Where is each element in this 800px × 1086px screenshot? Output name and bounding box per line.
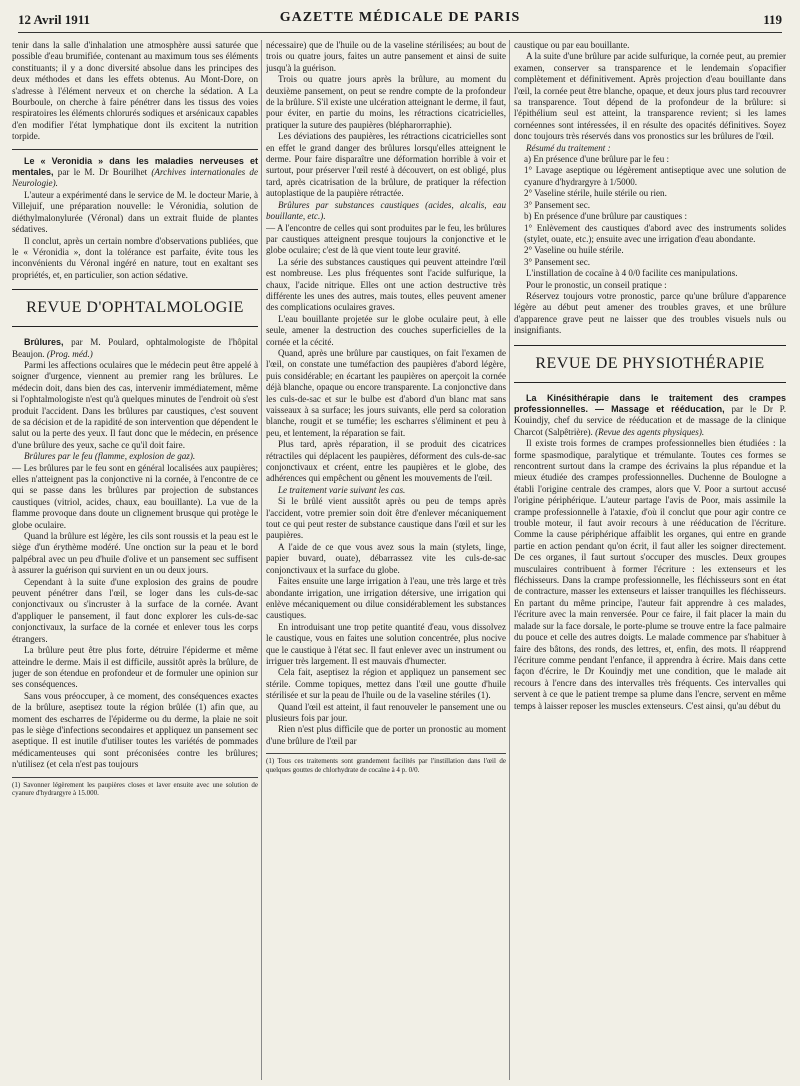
list-item: a) En présence d'une brûlure par le feu : <box>524 154 670 165</box>
paragraph: nécessaire) que de l'huile ou de la vaseline stérilisées; au bout de trois ou quatre jours, faites un autre pansement et ainsi de suite jusqu'à la guérison. <box>266 40 506 73</box>
article-author: par M. Poulard, ophtalmologiste de l'hôpital Beaujon. <box>12 337 258 359</box>
paragraph: Parmi les affections oculaires que le médecin peut être appelé à soigner d'urgence, viennent au premier rang les brûlures. Le médecin doit, dans bien des cas, intervenir immédiatement, même si l'ophtalmologiste n'est qu'à quelques minutes de l'endroit où s'est produit l'accident. Dans les brûlures par caustiques, c'est souvent de sa décision et de la rapidité de son intervention que dépendent le salut ou la perte des yeux. Il faut donc que le médecin, en présence d'une brûlure des yeux, sache ce qu'il doit faire. <box>12 359 258 450</box>
article-source: (Prog. méd.) <box>46 348 93 359</box>
article-title: La Kinésithérapie dans le traitement des crampes professionnelles. — Massage et rééducation, <box>514 392 786 414</box>
article-source: (Archives internationales de Neurologie). <box>12 167 258 189</box>
article-heading <box>12 156 258 190</box>
issue-date: 12 Avril 1911 <box>18 12 90 27</box>
subheading: Brûlures par substances caustiques (acides, alcalis, eau bouillante, etc.). <box>266 199 506 222</box>
footnote: (1) Savonner légèrement les paupières closes et laver ensuite avec une solution de cyanure d'hydrargyre à 15.000. <box>12 777 258 798</box>
column-divider <box>509 40 510 1080</box>
footnote: (1) Tous ces traitements sont grandement facilités par l'instillation dans l'œil de quelques gouttes de chlorhydrate de cocaïne à 4 p. 0/0. <box>266 753 506 774</box>
paragraph: tenir dans la salle d'inhalation une atmosphère aussi saturée que possible d'eau brumifiée, contenant au maximum tous ses éléments constituants; il y a donc diversité absolue dans les principes des deux méthodes et dans les effets obtenus. Au Mont-Dore, on s'adresse à l'élément nerveux et on cherche la sédation. A La Bourboule, on cherche à faire pénétrer dans les tissus des voies respiratoires les éléments chlorurés sodiques et arsénicaux capables d'en modifier l'état lymphatique dont ils excitent la nutrition torpide. <box>12 40 258 142</box>
section-title: REVUE DE PHYSIOTHÉRAPIE <box>514 345 786 383</box>
subheading: Le traitement varie suivant les cas. <box>278 484 406 495</box>
paragraph: Plus tard, après réparation, il se produit des cicatrices rétractiles qui déplacent les paupières, déforment des culs-de-sac conjonctivaux et créent, entre les paupières et le globe, des adhérences qui empêchent ou gênent les mouvements de l'œil. <box>266 439 506 484</box>
column-left <box>12 40 258 1080</box>
list-item: 1° Lavage aseptique ou légèrement antiseptique avec une solution de cyanure d'hydrargyre à 1/5000. <box>524 165 786 187</box>
treatment-summary-list <box>514 154 786 268</box>
paragraph: L'instillation de cocaïne à 4 0/0 facilite ces manipulations. <box>526 268 738 279</box>
paragraph: Pour le pronostic, un conseil pratique : <box>526 279 667 290</box>
article-heading <box>514 393 786 439</box>
paragraph: Quand, après une brûlure par caustiques, on fait l'examen de l'œil, on constate une tuméfaction des paupières d'abord légère, puis considérable; en écartant les paupières on aperçoit la cornée déjà blanche, opaque ou encore transparente. La conjonctive dans les culs-de-sac et sur le bulbe est d'abord d'un blanc mat sans vaisseaux à sa surface; les jours suivants, elle perd sa coloration blanche, rougit et se tuméfie; les escharres s'éliminent et peu à peu, et lentement, la réparation se fait. <box>266 347 506 438</box>
paragraph: Il existe trois formes de crampes professionnelles bien étudiées : la forme spasmodique, paralytique et trémulante. Toutes ces formes se rencontrent surtout dans la crampe des écrivains la plus répandue et la mieux étudiée des crampes professionnelles. Duchenne de Boulogne a établi l'origine centrale des crampes, alors que V. Poor a surtout accusé l'origine périphérique. L'auteur partage l'avis de Poor, mais assimile la crampe professionnelle à l'ataxie, d'où il conclut que pour agir contre ce trouble moteur, il faut avoir recours à une rééducation de l'écriture. Comme la cause périphérique affaiblit les organes, qui entre en grande partie en action pendant qu'on écrit, il faut aller les soigner directement. De ces organes, il faut surtout s'occuper des muscles. Deux groupes musculaires contribuent à former l'écriture : les extenseurs et les fléchisseurs. Dans la crampe professionnelle, les fléchisseurs sont en état de contracture, masser les extenseurs et laisser tranquilles les fléchisseurs. En partant du même principe, l'auteur fait apprendre à ces malades, l'écriture avec la main renversée. Pour ce faire, il fait placer la main du malade sur la face dorsale, le porte-plume se trouve entre la face palmaire du pouce et celle des autres doigts. Le malade commence par s'habituer à faire des bâtons, des ronds, des lettres, et, enfin, des mots. Il réapprend l'écriture comme pendant l'enfance, il apprendra à écrire. Mais dans cette façon d'écrire, le Dr Kouindjy met une condition, que le malade ait recours à l'encre dans des intervalles très fréquents. Ces intervalles qui servent à ce que le patient trempe sa plume dans l'encre, servent en même temps à laisser reposer les muscles extenseurs. C'est ainsi, qu'au début du <box>514 438 786 711</box>
subheading: Résumé du traitement : <box>526 142 611 153</box>
paragraph: L'eau bouillante projetée sur le globe oculaire peut, à elle seule, amener la destruction des couches superficielles de la cornée et la cécité. <box>266 313 506 347</box>
paragraph: Rien n'est plus difficile que de porter un pronostic au moment d'une brûlure de l'œil par <box>266 724 506 746</box>
article-heading <box>12 337 258 360</box>
column-middle <box>266 40 506 1080</box>
paragraph: L'auteur a expérimenté dans le service de M. le docteur Marie, à Villejuif, une préparation nouvelle: le Véronidia, solution de diéthylmalonylurée (Véronal) dans un extrait fluide de plantes sédatives. <box>12 189 258 235</box>
column-right <box>514 40 786 1080</box>
paragraph: caustique ou par eau bouillante. <box>514 40 630 50</box>
paragraph: A la suite d'une brûlure par acide sulfurique, la cornée peut, au premier examen, conserver sa transparence et le lendemain s'opacifier complètement et définitivement. Après projection d'eau bouillante dans l'œil, la cornée peut être blanche, opaque, et deux jours plus tard recouvrer sa transparence. Tout dépend de la profondeur de la brûlure: si l'épithélium seul est atteint, la transparence revient; si les lames cornéennes sont intéressées, il en résulte des opacités définitives. Soyez donc toujours très réservés dans vos pronostics sur les brûlures de l'œil. <box>514 51 786 142</box>
article-author: par le M. Dr Bourilhet <box>57 167 148 178</box>
paragraph: Quand la brûlure est légère, les cils sont roussis et la peau est le siège d'un érythème modéré. Une onction sur la peau et le bord palpébral avec un peu d'huile d'olive et un pansement sec suffisent à assurer la guérison qui survient en un ou deux jours. <box>12 531 258 576</box>
list-item: 3° Pansement sec. <box>524 256 591 267</box>
journal-title: GAZETTE MÉDICALE DE PARIS <box>279 10 521 25</box>
divider <box>12 149 258 150</box>
paragraph: Trois ou quatre jours après la brûlure, au moment du deuxième pansement, on peut se rendre compte de la profondeur de la brûlure. S'il existe une ulcération atteignant le derme, il faut, pour éviter, en partie du moins, les rétractions cicatricielles, pratiquer la suture des paupières (blépharorraphie). <box>266 74 506 130</box>
list-item: 2° Vaseline stérile, huile stérile ou rien. <box>524 188 667 199</box>
paragraph: — A l'encontre de celles qui sont produites par le feu, les brûlures par caustiques atteignent presque toujours la conjonctive et le globe oculaire; c'est de là que vient toute leur gravité. <box>266 222 506 256</box>
paragraph: Si le brûlé vient aussitôt après ou peu de temps après l'accident, votre premier soin doit être d'enlever mécaniquement tout ce qui peut rester de substance caustique dans l'œil et sur les paupières. <box>266 496 506 541</box>
paragraph: En introduisant une trop petite quantité d'eau, vous dissolvez le caustique, vous en faites une solution concentrée, plus nocive que le caustique à l'état sec. Il faut enlever avec un instrument ou irriguer très largement. Il est mauvais d'humecter. <box>266 621 506 666</box>
paragraph: Faites ensuite une large irrigation à l'eau, une très large et très abondante irrigation, une irrigation détersive, une irrigation qui enlève mécaniquement ou dilue considérablement les substances caustiques. <box>266 576 506 621</box>
article-title: Brûlures, <box>24 337 64 348</box>
list-item: 2° Vaseline ou huile stérile. <box>524 245 624 256</box>
paragraph: A l'aide de ce que vous avez sous la main (stylets, linge, papier buvard, ouate), débarrassez vite les culs-de-sac conjonctivaux et la surface du globe. <box>266 541 506 575</box>
article-source: (Revue des agents physiques). <box>595 426 705 437</box>
subheading: Brûlures par le feu (flamme, explosion de gaz). <box>24 451 196 462</box>
paragraph: Les déviations des paupières, les rétractions cicatricielles sont en effet le grand danger des brûlures lorsqu'elles atteignent le derme. Pour faire disparaître une déformation horrible à voir et surtout, pour préserver l'œil resté à découvert, on est obligé, plus tard, après cicatrisation de la brûlure, de pratiquer la réfection autoplastique de la paupière rétractée. <box>266 131 506 199</box>
section-title: REVUE D'OPHTALMOLOGIE <box>12 289 258 327</box>
list-item: 3° Pansement sec. <box>524 199 591 210</box>
article-title: Le « Veronidia » dans les maladies nerveuses et mentales, <box>12 155 258 178</box>
paragraph: Cela fait, aseptisez la région et appliquez un pansement sec stérile. Comme topiques, mettez dans l'œil une goutte d'huile stérilisée et sur la peau de l'huile ou de la vaseline stériles (1). <box>266 667 506 701</box>
paragraph: La brûlure peut être plus forte, détruire l'épiderme et même atteindre le derme. Mais il est difficile, aussitôt après la brûlure, de juger de son étendue en profondeur et de formuler une opinion sur ses conséquences. <box>12 645 258 690</box>
page-number: 119 <box>763 12 782 27</box>
paragraph: Sans vous préoccuper, à ce moment, des conséquences exactes de la brûlure, aseptisez toute la région brûlée (1) afin que, au moment des escharres de l'épiderme ou du derme, la plaie ne soit pas le siège d'infections secondaires et appliquez un pansement sec aseptique. Il est inutile d'utiliser toutes les variétés de pommades médicamenteuses qui sont préconisées contre les brûlures; n'utilisez (et cela n'est pas toujours <box>12 690 258 770</box>
column-divider <box>261 40 262 1080</box>
paragraph: — Les brûlures par le feu sont en général localisées aux paupières; elles n'atteignent pas la conjonctive ni la cornée, à l'encontre de ce qui se passe dans les brûlures par projection de substances caustiques (vitriol, acides, chaux, eau bouillante). La vue de la flamme provoque dans doute un clignement brusque qui protège le globe oculaire. <box>12 462 258 530</box>
paragraph: Cependant à la suite d'une explosion des grains de poudre peuvent pénétrer dans l'œil, se loger dans les culs-de-sac conjonctivaux ou s'incruster à la surface de la cornée. Avant d'appliquer le pansement, il faut donc explorer les culs-de-sac conjonctivaux, la surface de la cornée et enlever tous les corps étrangers. <box>12 576 258 644</box>
paragraph: Quand l'œil est atteint, il faut renouveler le pansement une ou plusieurs fois par jour. <box>266 701 506 723</box>
paragraph: La série des substances caustiques qui peuvent atteindre l'œil est nombreuse. Les plus fréquentes sont l'acide sulfurique, la chaux, l'acide nitrique. Elles ont une action destructive très différente les unes des autres, mais toutes, elles peuvent amener des complications oculaires graves. <box>266 256 506 313</box>
paragraph: Réservez toujours votre pronostic, parce qu'une brûlure d'apparence légère au début peut amener des troubles graves, et une brûlure d'apparence grave peut ne laisser que des troubles visuels nuls ou insignifiants. <box>514 290 786 336</box>
page-header <box>18 6 782 33</box>
article-author: par le Dr P. Kouindjy, chef du service de rééducation et de massage de la clinique Charcot (Salpêtrière). <box>514 403 786 437</box>
list-item: 1° Enlèvement des caustiques d'abord avec des instruments solides (stylet, ouate, etc.); ensuite avec une irrigation d'eau abondante. <box>524 222 786 244</box>
paragraph: Il conclut, après un certain nombre d'observations publiées, que le « Véronidia », dont la tolérance est parfaite, évite tous les inconvénients du Véronal ingéré en nature, tout en exaltant ses propriétés, et, en particulier, son action sédative. <box>12 235 258 280</box>
list-item: b) En présence d'une brûlure par caustiques : <box>524 211 687 222</box>
